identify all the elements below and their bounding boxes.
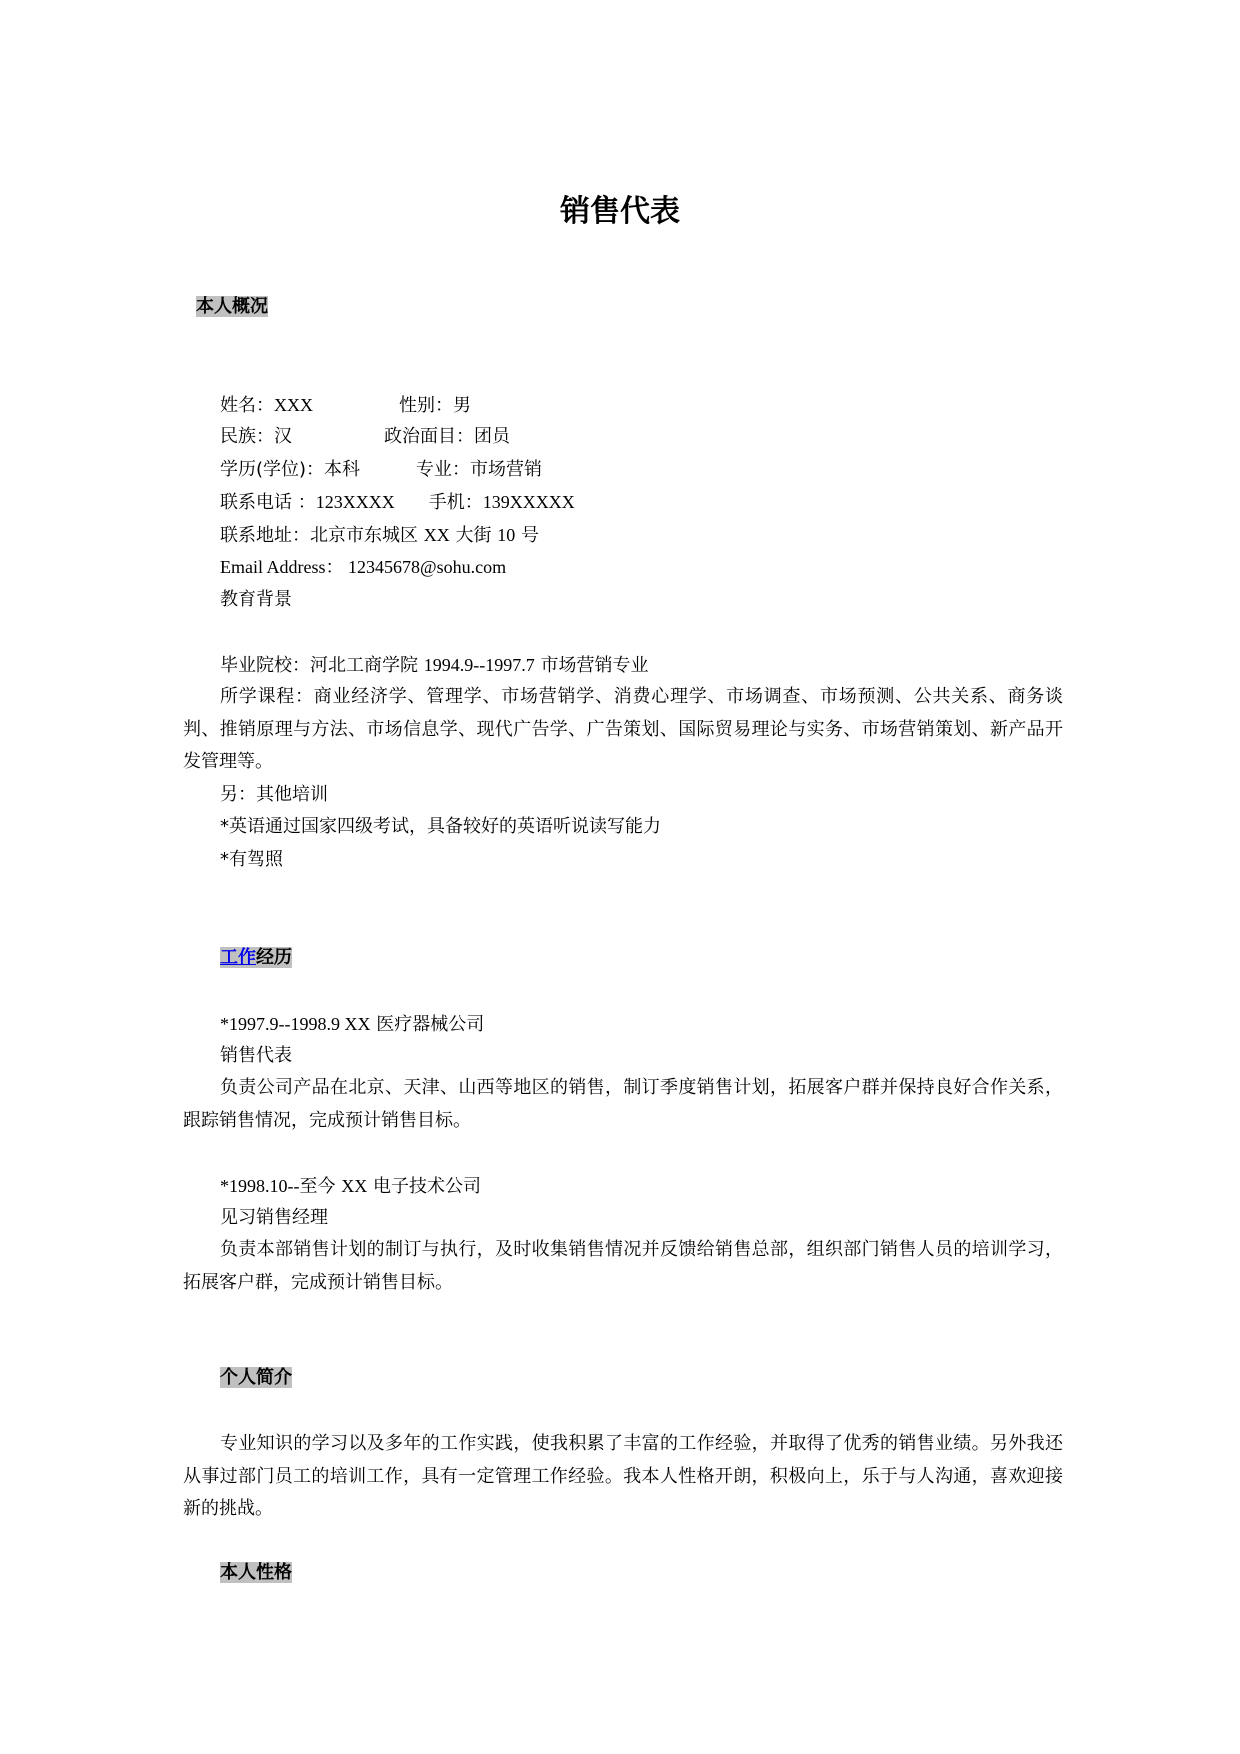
school-label: 毕业院校：河北工商学院 — [220, 655, 418, 676]
page-title: 销售代表 — [560, 194, 680, 229]
school-major: 市场营销专业 — [540, 655, 649, 676]
work-1-period — [220, 1008, 484, 1041]
character-heading-text: 本人性格 — [220, 1562, 292, 1583]
profile-line-degree — [220, 454, 542, 486]
political-status: 政治面目：团员 — [384, 426, 510, 447]
other-training: 另：其他培训 — [220, 784, 328, 805]
profile-line-phone — [220, 486, 575, 519]
intro-heading-text: 个人简介 — [220, 1367, 292, 1388]
address-district-code: XX — [423, 525, 450, 545]
address-street: 大街 — [455, 525, 492, 546]
profile-line-address — [220, 519, 539, 552]
training-license: *有驾照 — [220, 849, 283, 870]
profile-heading-text: 本人概况 — [196, 296, 268, 317]
work-heading-link[interactable]: 工作 — [220, 947, 256, 968]
mobile-label: 手机： — [428, 492, 483, 513]
work-2-dates: *1998.10-- — [220, 1176, 300, 1196]
address-unit: 号 — [520, 525, 539, 546]
education-heading: 教育背景 — [220, 589, 292, 610]
work-1-description: 负责公司产品在北京、天津、山西等地区的销售，制订季度销售计划，拓展客户群并保持良好合作关系，跟踪销售情况，完成预计销售目标。 — [183, 1077, 1063, 1131]
name-label: 姓名： — [220, 395, 274, 416]
work-2-position: 见习销售经理 — [220, 1207, 328, 1228]
major: 专业：市场营销 — [416, 459, 543, 480]
phone-label: 联系电话 ： — [220, 492, 316, 513]
work-2-description: 负责本部销售计划的制订与执行，及时收集销售情况并反馈给销售总部，组织部门销售人员的培训学习，拓展客户群，完成预计销售目标。 — [183, 1239, 1063, 1293]
section-heading-intro — [220, 1366, 292, 1390]
work-1-dates: *1997.9--1998.9 XX — [220, 1014, 371, 1034]
gender: 性别：男 — [399, 395, 471, 416]
ethnicity: 民族：汉 — [220, 426, 292, 447]
profile-line-email — [220, 551, 506, 583]
work-heading-rest: 经历 — [256, 947, 292, 968]
education-school — [220, 649, 648, 682]
work-2-until-now: 至今 — [299, 1176, 336, 1197]
email-label: Email Address： — [220, 557, 344, 577]
training-english: *英语通过国家四级考试，具备较好的英语听说读写能力 — [220, 816, 661, 837]
intro-paragraph: 专业知识的学习以及多年的工作实践，使我积累了丰富的工作经验，并取得了优秀的销售业绩。另外我还从事过部门员工的培训工作，具有一定管理工作经验。我本人性格开朗，积极向上，乐于与人沟通，喜欢迎接新的挑战。 — [183, 1433, 1063, 1519]
address-label: 联系地址：北京市东城区 — [220, 525, 418, 546]
profile-line-name — [220, 389, 471, 422]
work-2-period — [220, 1170, 481, 1203]
degree: 学历(学位)：本科 — [220, 459, 361, 480]
work-1-company: 医疗器械公司 — [376, 1014, 485, 1035]
section-heading-character — [220, 1561, 292, 1585]
section-heading-profile — [196, 295, 268, 319]
section-heading-work — [220, 946, 292, 970]
email-value: 12345678@sohu.com — [348, 557, 507, 577]
phone-value: 123XXXX — [315, 492, 395, 512]
education-courses: 所学课程：商业经济学、管理学、市场营销学、消费心理学、市场调查、市场预测、公共关系、商务谈判、推销原理与方法、市场信息学、现代广告学、广告策划、国际贸易理论与实务、市场营销策划、新产品开发管理等。 — [183, 686, 1063, 772]
work-2-company: 电子技术公司 — [372, 1176, 481, 1197]
profile-line-ethnicity — [220, 421, 510, 453]
work-1-position: 销售代表 — [220, 1045, 292, 1066]
name-value: XXX — [274, 395, 313, 415]
address-number: 10 — [497, 525, 516, 545]
work-2-code: XX — [341, 1176, 368, 1196]
school-dates: 1994.9--1997.7 — [423, 655, 535, 675]
mobile-value: 139XXXXX — [482, 492, 575, 512]
